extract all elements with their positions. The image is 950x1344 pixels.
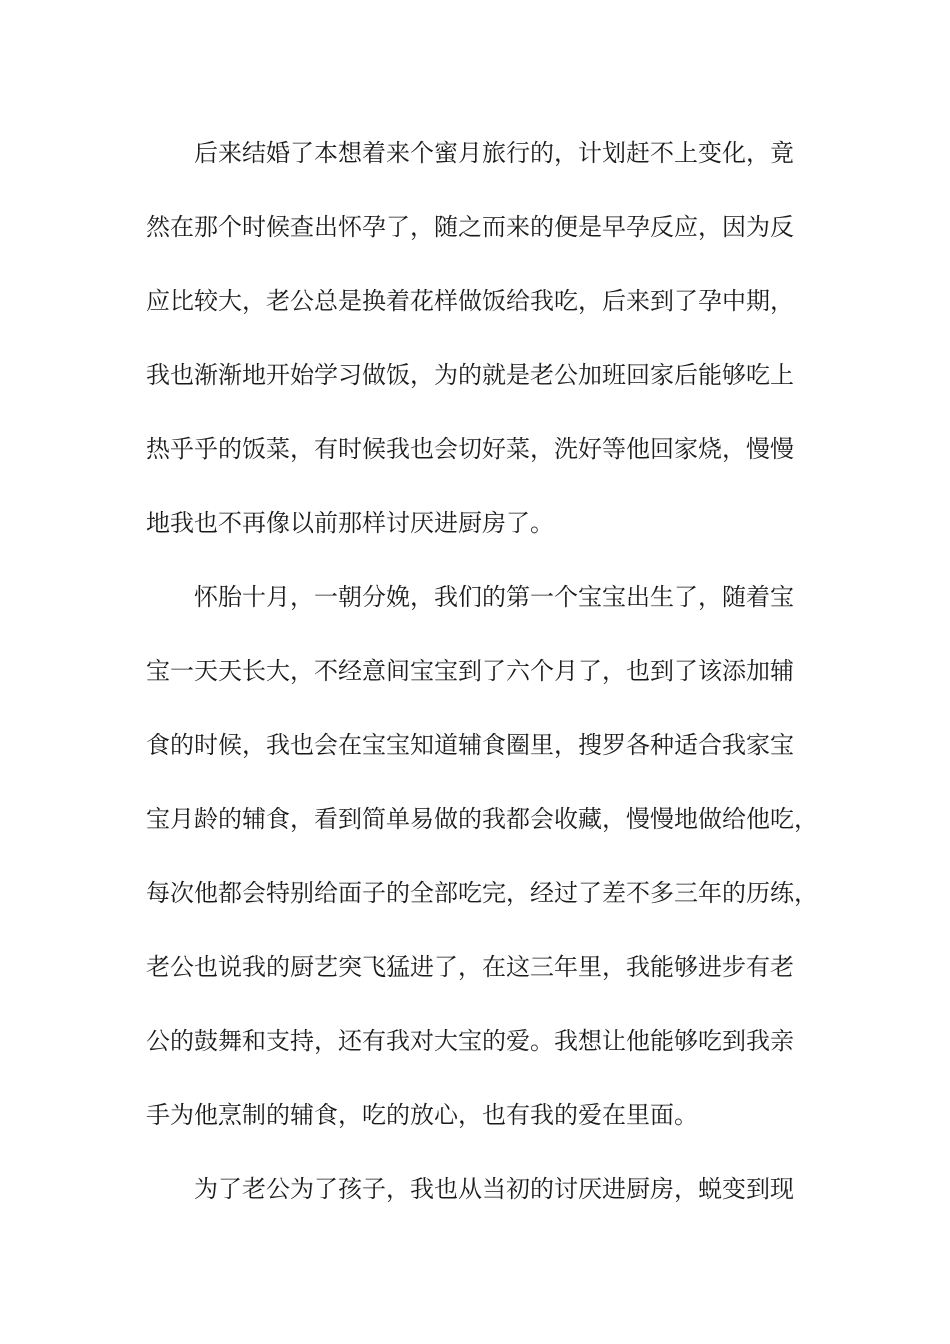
paragraph-2-line-1: 怀胎十月，一朝分娩，我们的第一个宝宝出生了，随着宝 xyxy=(194,583,794,611)
paragraph-2-line-6: 老公也说我的厨艺突飞猛进了，在这三年里，我能够进步有老 xyxy=(146,953,794,981)
paragraph-2-line-4: 宝月龄的辅食，看到简单易做的我都会收藏，慢慢地做给他吃， xyxy=(146,805,818,833)
paragraph-2-line-5: 每次他都会特别给面子的全部吃完，经过了差不多三年的历练， xyxy=(146,879,818,907)
paragraph-1-line-6: 地我也不再像以前那样讨厌进厨房了。 xyxy=(146,509,554,537)
paragraph-1-line-4: 我也渐渐地开始学习做饭，为的就是老公加班回家后能够吃上 xyxy=(146,361,794,389)
paragraph-1-line-2: 然在那个时候查出怀孕了，随之而来的便是早孕反应，因为反 xyxy=(146,213,794,241)
paragraph-1-line-3: 应比较大，老公总是换着花样做饭给我吃，后来到了孕中期， xyxy=(146,287,794,315)
paragraph-1-line-5: 热乎乎的饭菜，有时候我也会切好菜，洗好等他回家烧，慢慢 xyxy=(146,435,794,463)
paragraph-1-line-1: 后来结婚了本想着来个蜜月旅行的，计划赶不上变化，竟 xyxy=(194,139,794,167)
paragraph-2-line-2: 宝一天天长大，不经意间宝宝到了六个月了，也到了该添加辅 xyxy=(146,657,794,685)
paragraph-2-line-8: 手为他烹制的辅食，吃的放心，也有我的爱在里面。 xyxy=(146,1101,698,1129)
paragraph-2-line-7: 公的鼓舞和支持，还有我对大宝的爱。我想让他能够吃到我亲 xyxy=(146,1027,794,1055)
paragraph-2-line-3: 食的时候，我也会在宝宝知道辅食圈里，搜罗各种适合我家宝 xyxy=(146,731,794,759)
paragraph-3-line-1: 为了老公为了孩子，我也从当初的讨厌进厨房，蜕变到现 xyxy=(194,1175,794,1203)
